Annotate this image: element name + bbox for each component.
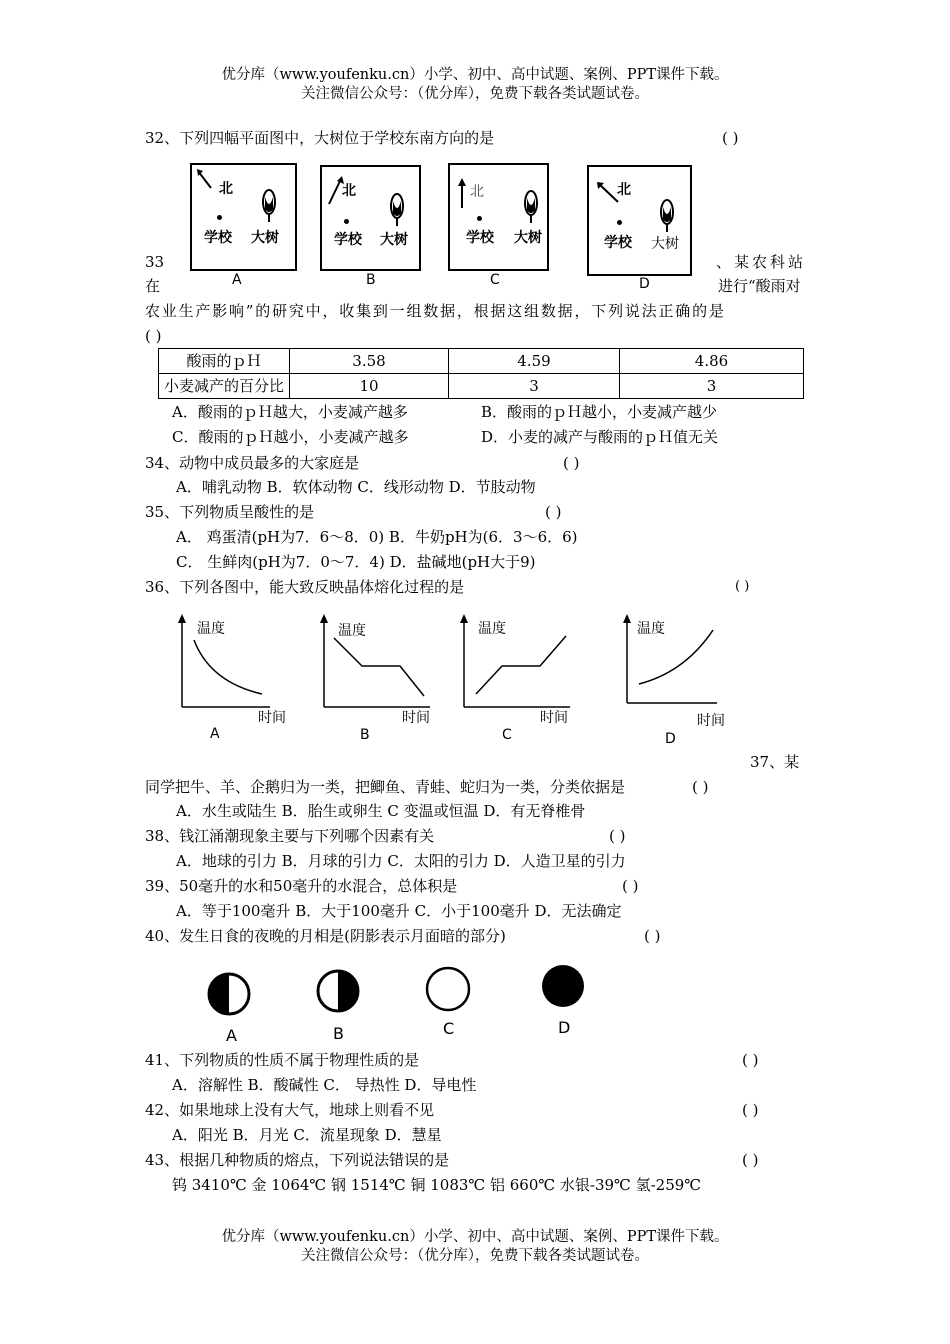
- moon-phase-d-icon: [540, 963, 586, 1013]
- melting-points-data: 钨 3410℃ 金 1064℃ 钢 1514℃ 铜 1083℃ 铝 660℃ 水银-39℃ 氢-259℃: [172, 1176, 702, 1194]
- tree-icon: [389, 193, 405, 231]
- options-34: A．哺乳动物 B．软体动物 C．线形动物 D．节肢动物: [176, 478, 536, 496]
- x-axis-label: 时间: [540, 710, 568, 726]
- tree-icon: [523, 190, 539, 228]
- answer-paren-43: ( ): [742, 1151, 759, 1169]
- tree-label: 大树: [651, 236, 679, 252]
- school-label: 学校: [334, 232, 362, 248]
- moon-phase-c-icon: [424, 965, 472, 1017]
- tree-label: 大树: [251, 230, 279, 246]
- option-33-c: C．酸雨的ｐＨ越小，小麦减产越多: [172, 428, 409, 446]
- north-label: 北: [342, 183, 356, 199]
- answer-paren-41: ( ): [742, 1051, 759, 1069]
- school-dot: [617, 220, 622, 225]
- answer-paren-39: ( ): [622, 877, 639, 895]
- option-label-b: B: [366, 272, 376, 288]
- table-cell: 酸雨的ｐＨ: [159, 349, 290, 374]
- y-axis-label: 温度: [338, 623, 366, 639]
- option-label-d: D: [558, 1018, 571, 1037]
- options-35-line2: C． 生鲜肉(pH为7．0～7．4) D．盐碱地(pH大于9): [176, 553, 536, 571]
- x-axis-label: 时间: [258, 710, 286, 726]
- option-label-d: D: [665, 731, 676, 747]
- answer-paren-35: ( ): [545, 503, 562, 521]
- option-label-c: C: [443, 1019, 455, 1038]
- answer-paren-40: ( ): [644, 927, 661, 945]
- question-34: 34、动物中成员最多的大家庭是: [145, 454, 360, 472]
- option-label-a: A: [210, 726, 220, 742]
- answer-paren-33: ( ): [145, 327, 162, 345]
- option-label-a: A: [226, 1026, 237, 1045]
- table-cell: 3.58: [290, 349, 449, 374]
- school-dot: [344, 219, 349, 224]
- answer-paren-36: ( ): [735, 579, 750, 594]
- school-label: 学校: [204, 230, 232, 246]
- north-label: 北: [470, 184, 484, 200]
- school-dot: [217, 215, 222, 220]
- y-axis-label: 温度: [637, 621, 665, 637]
- option-label-c: C: [502, 727, 512, 743]
- table-cell: 4.86: [620, 349, 804, 374]
- question-42: 42、如果地球上没有大气，地球上则看不见: [145, 1101, 435, 1119]
- footer-line-1: 优分库（www.youfenku.cn）小学、初中、高中试题、案例、PPT课件下载。: [221, 1229, 729, 1245]
- question-33-line2-right: 进行“酸雨对: [718, 277, 801, 295]
- tree-icon: [261, 189, 277, 227]
- table-row: [159, 374, 804, 399]
- options-39: A．等于100毫升 B．大于100毫升 C．小于100毫升 D．无法确定: [176, 902, 622, 920]
- north-label: 北: [617, 182, 631, 198]
- option-label-c: C: [490, 272, 500, 288]
- moon-phase-a-icon: [206, 971, 252, 1021]
- table-cell: 3: [620, 374, 804, 399]
- question-33-line3: 农业生产影响”的研究中，收集到一组数据，根据这组数据，下列说法正确的是: [145, 302, 726, 320]
- header-line-2: 关注微信公众号：（优分库），免费下载各类试题试卷。: [301, 86, 649, 102]
- y-axis-label: 温度: [478, 621, 506, 637]
- question-41: 41、下列物质的性质不属于物理性质的是: [145, 1051, 420, 1069]
- north-arrow-icon: [456, 178, 468, 212]
- table-cell: 10: [290, 374, 449, 399]
- x-axis-label: 时间: [697, 713, 725, 729]
- options-41: A．溶解性 B．酸碱性 C． 导热性 D．导电性: [172, 1076, 477, 1094]
- tree-label: 大树: [514, 230, 542, 246]
- question-43: 43、根据几种物质的熔点，下列说法错误的是: [145, 1151, 450, 1169]
- question-37-number: 37、某: [750, 753, 800, 771]
- north-label: 北: [219, 181, 233, 197]
- tree-label: 大树: [380, 232, 408, 248]
- answer-paren-37: ( ): [692, 778, 709, 796]
- table-cell: 小麦减产的百分比: [159, 374, 290, 399]
- option-33-d: D．小麦的减产与酸雨的ｐＨ值无关: [481, 428, 719, 446]
- options-38: A．地球的引力 B．月球的引力 C．太阳的引力 D．人造卫星的引力: [176, 852, 626, 870]
- option-33-a: A．酸雨的ｐＨ越大，小麦减产越多: [172, 403, 408, 421]
- header-line-1: 优分库（www.youfenku.cn）小学、初中、高中试题、案例、PPT课件下载。: [221, 67, 729, 83]
- footer-line-2: 关注微信公众号：（优分库），免费下载各类试题试卷。: [301, 1248, 649, 1264]
- table-row: [159, 349, 804, 374]
- school-label: 学校: [604, 235, 632, 251]
- table-cell: 4.59: [449, 349, 620, 374]
- option-label-a: A: [232, 272, 242, 288]
- answer-paren-42: ( ): [742, 1101, 759, 1119]
- school-dot: [477, 216, 482, 221]
- tree-icon: [659, 199, 675, 237]
- question-33-tail: 、某农科站: [716, 253, 807, 271]
- question-33-number: 33: [145, 253, 165, 271]
- question-37: 同学把牛、羊、企鹅归为一类，把鲫鱼、青蛙、蛇归为一类，分类依据是: [145, 778, 626, 796]
- moon-phase-b-icon: [315, 968, 361, 1018]
- question-39: 39、50毫升的水和50毫升的水混合，总体积是: [145, 877, 458, 895]
- question-33-line2-left: 在: [145, 277, 161, 295]
- question-40: 40、发生日食的夜晚的月相是(阴影表示月面暗的部分): [145, 927, 506, 945]
- x-axis-label: 时间: [402, 710, 430, 726]
- table-cell: 3: [449, 374, 620, 399]
- options-42: A．阳光 B．月光 C．流星现象 D．慧星: [172, 1126, 442, 1144]
- question-35: 35、下列物质呈酸性的是: [145, 503, 315, 521]
- school-label: 学校: [466, 230, 494, 246]
- options-37: A．水生或陆生 B．胎生或卵生 C 变温或恒温 D．有无脊椎骨: [176, 802, 586, 820]
- option-label-b: B: [360, 727, 370, 743]
- question-36: 36、下列各图中，能大致反映晶体熔化过程的是: [145, 578, 465, 596]
- ph-data-table: [158, 348, 804, 399]
- answer-paren-38: ( ): [609, 827, 626, 845]
- answer-paren-32: ( ): [722, 129, 739, 147]
- options-35-line1: A． 鸡蛋清(pH为7．6～8．0) B．牛奶pH为(6．3～6．6): [176, 528, 578, 546]
- option-label-d: D: [639, 276, 650, 292]
- option-label-b: B: [333, 1024, 344, 1043]
- question-38: 38、钱江涌潮现象主要与下列哪个因素有关: [145, 827, 435, 845]
- answer-paren-34: ( ): [563, 454, 580, 472]
- question-32: 32、下列四幅平面图中，大树位于学校东南方向的是: [145, 129, 495, 147]
- y-axis-label: 温度: [197, 621, 225, 637]
- option-33-b: B．酸雨的ｐＨ越小，小麦减产越少: [481, 403, 718, 421]
